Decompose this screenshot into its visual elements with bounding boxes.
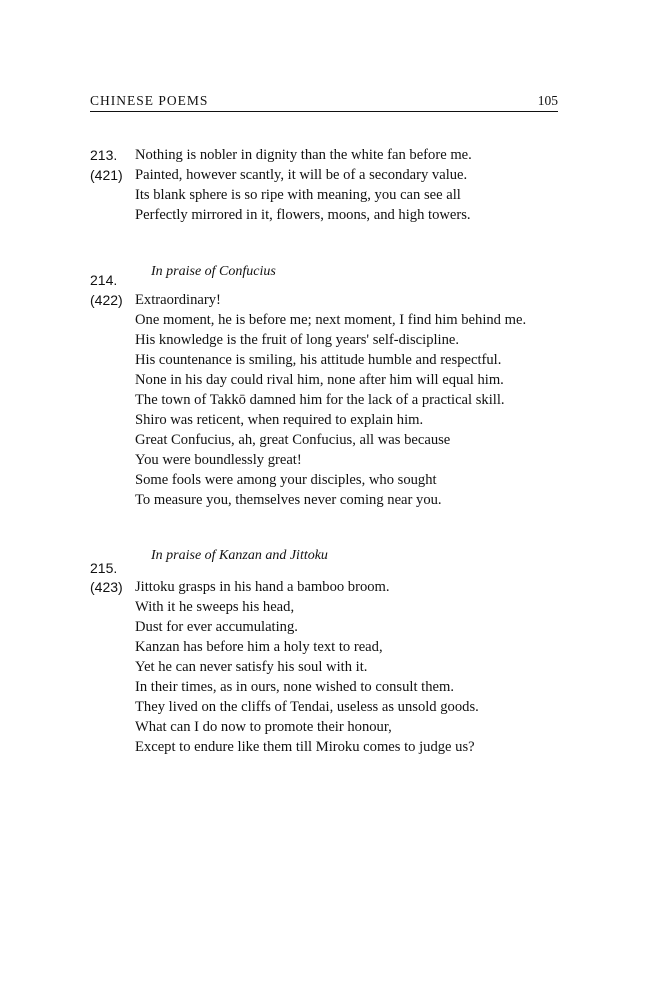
poem-lines: [135, 145, 472, 225]
poem-line: Dust for ever accumulating.: [135, 619, 298, 635]
poem-line: Extraordinary!: [135, 292, 221, 308]
poem-line: Painted, however scantly, it will be of a secondary value.: [135, 167, 468, 183]
poem-line: To measure you, themselves never coming near you.: [135, 492, 442, 508]
poem-line: Except to endure like them till Miroku comes to judge us?: [135, 739, 475, 755]
poem-line: They lived on the cliffs of Tendai, useless as unsold goods.: [135, 699, 479, 715]
original-number: (422): [90, 292, 123, 308]
poem-line: Nothing is nobler in dignity than the white fan before me.: [135, 147, 472, 163]
poem-line: His countenance is smiling, his attitude humble and respectful.: [135, 352, 502, 368]
running-title: CHINESE POEMS: [90, 93, 209, 108]
poem-lines: [135, 577, 479, 757]
poem-line: Some fools were among your disciples, who sought: [135, 472, 437, 488]
poem-line: Jittoku grasps in his hand a bamboo broom.: [135, 579, 390, 595]
poem-number: 214.: [90, 272, 118, 288]
poem-title: In praise of Confucius: [151, 264, 276, 279]
poem-line: You were boundlessly great!: [135, 452, 302, 468]
poem-line: Kanzan has before him a holy text to read,: [135, 639, 383, 655]
poem-title: In praise of Kanzan and Jittoku: [151, 548, 328, 563]
original-number: (423): [90, 579, 123, 595]
poem-lines: [135, 290, 526, 510]
poem-line: None in his day could rival him, none after him will equal him.: [135, 372, 504, 388]
poem-line: What can I do now to promote their honour,: [135, 719, 392, 735]
poem-number: 215.: [90, 560, 118, 576]
poem-line: Its blank sphere is so ripe with meaning, you can see all: [135, 187, 461, 203]
poem-line: In their times, as in ours, none wished to consult them.: [135, 679, 454, 695]
header-rule: [90, 111, 558, 112]
poem-line: Great Confucius, ah, great Confucius, all was because: [135, 432, 451, 448]
poem-line: Perfectly mirrored in it, flowers, moons, and high towers.: [135, 207, 471, 223]
poem-line: With it he sweeps his head,: [135, 599, 295, 615]
poem-line: Yet he can never satisfy his soul with it.: [135, 659, 368, 675]
original-number: (421): [90, 167, 123, 183]
poem-number: 213.: [90, 147, 118, 163]
page-number: 105: [537, 93, 558, 108]
poem-line: One moment, he is before me; next moment, I find him behind me.: [135, 312, 527, 328]
poem-line: The town of Takkō damned him for the lack of a practical skill.: [135, 392, 505, 408]
poem-line: His knowledge is the fruit of long years' self-discipline.: [135, 332, 460, 348]
poem-line: Shiro was reticent, when required to explain him.: [135, 412, 424, 428]
